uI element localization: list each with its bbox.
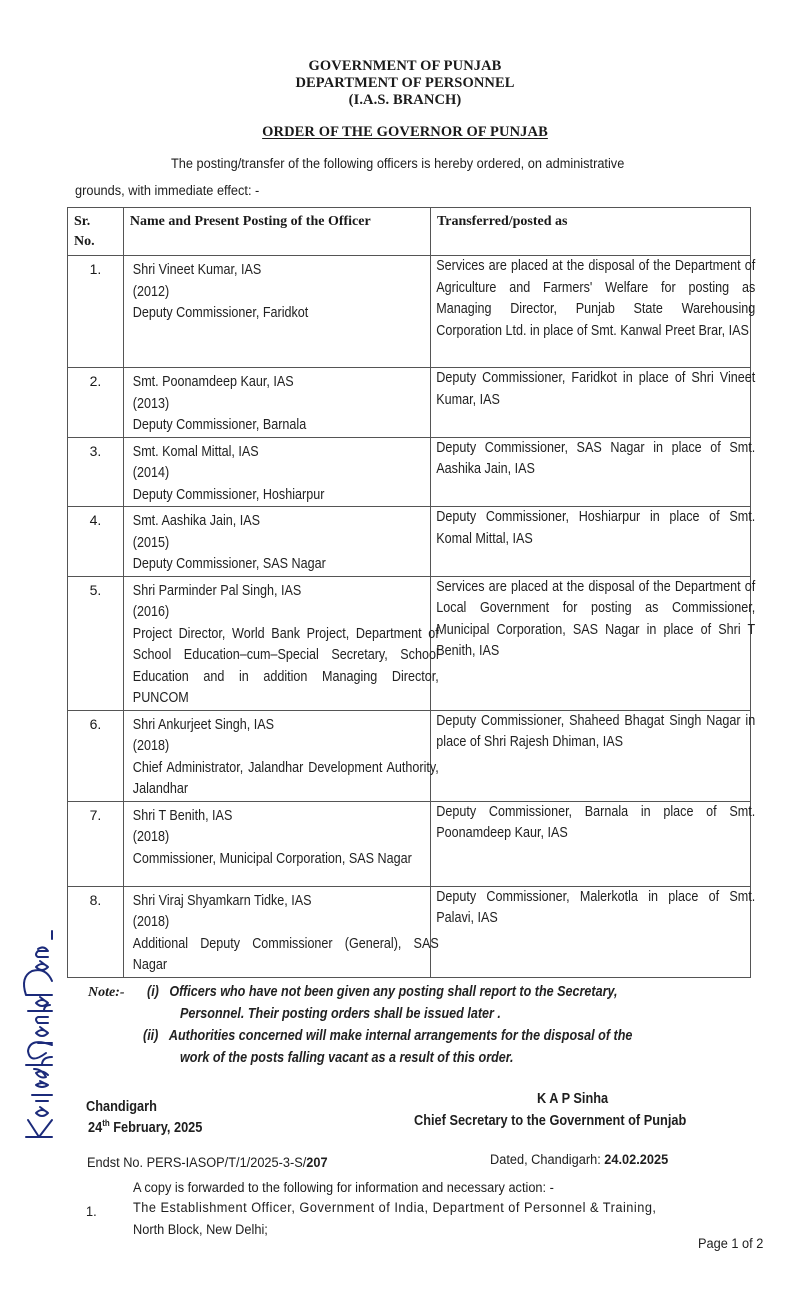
transfer-orders-table	[67, 207, 756, 978]
table-row	[68, 886, 751, 977]
cell-sr	[68, 437, 124, 507]
officer-batch: (2018)	[132, 829, 170, 845]
table-row	[68, 256, 751, 368]
cell-sr	[68, 576, 124, 710]
endorsement-prefix: Endst No. PERS-IASOP/T/1/2025-3-S/	[87, 1155, 307, 1171]
officer-batch: (2016)	[132, 604, 170, 620]
cell-transfer	[430, 507, 756, 577]
transferred-as: Services are placed at the disposal of the Department of Agriculture and Farmers' Welfare for posting as Managing Director, Punjab State Warehousing Corporation Ltd. in place of Smt. Kanwal Preet Brar, IAS	[436, 258, 756, 339]
table-row	[68, 437, 751, 507]
signatory-designation: Chief Secretary to the Government of Punjab	[414, 1113, 687, 1129]
copy-list-item-line-2: North Block, New Delhi;	[133, 1222, 268, 1238]
issue-date-day: 24	[88, 1120, 103, 1136]
cell-officer	[123, 256, 430, 368]
officer-batch: (2018)	[132, 738, 170, 754]
cell-sr	[68, 801, 124, 886]
note-i-line-1	[147, 984, 618, 1000]
header-branch: (I.A.S. BRANCH)	[348, 92, 462, 108]
table-row	[68, 507, 751, 577]
transferred-as: Services are placed at the disposal of the Department of Local Government for posting as Commissioner, Municipal Corporation, SAS Nagar in place of Shri T Benith, IAS	[436, 578, 756, 659]
note-label: Note:-	[88, 985, 125, 1000]
transferred-as: Deputy Commissioner, SAS Nagar in place of Smt. Aashika Jain, IAS	[436, 439, 756, 477]
officer-name: Shri T Benith, IAS	[132, 807, 233, 824]
note-i-text: Officers who have not been given any posting shall report to the Secretary,	[169, 984, 618, 1000]
table-row	[68, 576, 751, 710]
officer-present-posting: Deputy Commissioner, Barnala	[132, 417, 307, 433]
endorsement-number	[87, 1155, 328, 1171]
header-government: GOVERNMENT OF PUNJAB	[308, 58, 502, 74]
endorsement-number-value: 207	[306, 1155, 328, 1171]
handwritten-signature-icon	[8, 915, 64, 1145]
transferred-as: Deputy Commissioner, Barnala in place of Smt. Poonamdeep Kaur, IAS	[436, 803, 756, 841]
officer-batch: (2015)	[132, 534, 170, 551]
cell-officer	[123, 886, 439, 977]
row-number: 1.	[89, 261, 102, 277]
row-number: 6.	[89, 715, 102, 732]
row-number: 3.	[89, 442, 102, 459]
officer-name: Smt. Aashika Jain, IAS	[132, 513, 260, 529]
intro-line-1: The posting/transfer of the following officers is hereby ordered, on administrative	[171, 156, 625, 172]
note-i-line-2: Personnel. Their posting orders shall be issued later .	[180, 1006, 501, 1022]
officer-batch: (2018)	[132, 914, 170, 930]
officer-name: Smt. Poonamdeep Kaur, IAS	[132, 374, 294, 390]
copy-forward-intro: A copy is forwarded to the following for information and necessary action: -	[133, 1180, 554, 1196]
transferred-as: Deputy Commissioner, Faridkot in place of Shri Vineet Kumar, IAS	[436, 370, 756, 408]
officer-name: Smt. Komal Mittal, IAS	[132, 443, 259, 460]
officer-name: Shri Viraj Shyamkarn Tidke, IAS	[132, 892, 312, 909]
cell-sr	[68, 886, 124, 977]
table-header-row	[68, 208, 751, 256]
officer-batch: (2014)	[132, 465, 170, 481]
officer-present-posting: Commissioner, Municipal Corporation, SAS Nagar	[132, 850, 412, 867]
row-number: 2.	[89, 373, 102, 389]
note-ii-line-1	[143, 1028, 632, 1044]
name-header-label: Name and Present Posting of the Officer	[129, 214, 371, 229]
transferred-as: Deputy Commissioner, Hoshiarpur in place of Smt. Komal Mittal, IAS	[436, 509, 756, 547]
officer-name: Shri Vineet Kumar, IAS	[132, 262, 262, 278]
transferred-as: Deputy Commissioner, Malerkotla in place of Smt. Palavi, IAS	[436, 888, 756, 926]
endorsement-date-value: 24.02.2025	[604, 1152, 669, 1168]
table-row	[68, 368, 751, 438]
table-row	[68, 710, 751, 801]
note-ii-text: Authorities concerned will make internal arrangements for the disposal of the	[168, 1028, 633, 1044]
transferred-as: Deputy Commissioner, Shaheed Bhagat Singh Nagar in place of Shri Rajesh Dhiman, IAS	[436, 712, 756, 750]
cell-transfer	[430, 576, 756, 710]
officer-present-posting: Additional Deputy Commissioner (General), SAS Nagar	[132, 935, 439, 973]
page-number: Page 1 of 2	[698, 1236, 764, 1252]
column-header-sr	[68, 208, 124, 256]
cell-sr	[68, 368, 124, 438]
cell-officer	[123, 437, 430, 507]
cell-transfer	[430, 437, 756, 507]
note-i-marker: (i)	[147, 984, 159, 1000]
officer-present-posting: Deputy Commissioner, Hoshiarpur	[132, 486, 325, 503]
issue-date-rest: February, 2025	[109, 1120, 203, 1136]
transfer-header-label: Transferred/posted as	[436, 214, 568, 229]
cell-officer	[123, 507, 430, 577]
cell-officer	[123, 710, 439, 801]
cell-transfer	[430, 256, 756, 368]
signatory-name: K A P Sinha	[537, 1091, 609, 1107]
officer-name: Shri Ankurjeet Singh, IAS	[132, 716, 274, 733]
row-number: 8.	[89, 891, 102, 908]
officer-name: Shri Parminder Pal Singh, IAS	[132, 582, 302, 599]
column-header-transfer	[430, 208, 750, 256]
issue-date	[88, 1120, 202, 1136]
officer-present-posting: Project Director, World Bank Project, Department of School Education–cum–Special Secretary, School Education and in addition Managing Director, PUNCOM	[132, 625, 439, 706]
cell-transfer	[430, 368, 756, 438]
cell-officer	[123, 368, 430, 438]
cell-sr	[68, 256, 124, 368]
order-title: ORDER OF THE GOVERNOR OF PUNJAB	[262, 124, 548, 140]
copy-list-number: 1.	[86, 1204, 97, 1220]
cell-officer	[123, 801, 430, 886]
note-ii-marker: (ii)	[143, 1028, 159, 1044]
cell-sr	[68, 710, 124, 801]
officer-batch: (2013)	[132, 395, 170, 412]
copy-list-item-line-1: The Establishment Officer, Government of India, Department of Personnel & Training,	[133, 1200, 657, 1216]
cell-transfer	[430, 886, 756, 977]
column-header-name	[123, 208, 430, 256]
row-number: 5.	[89, 581, 102, 598]
cell-transfer	[430, 801, 756, 886]
endorsement-date-prefix: Dated, Chandigarh:	[490, 1152, 605, 1168]
cell-officer	[123, 576, 439, 710]
officer-present-posting: Chief Administrator, Jalandhar Development Authority, Jalandhar	[132, 759, 439, 797]
issue-place: Chandigarh	[86, 1099, 157, 1115]
table-row	[68, 801, 751, 886]
officer-present-posting: Deputy Commissioner, SAS Nagar	[132, 556, 326, 572]
intro-line-2: grounds, with immediate effect: -	[75, 183, 260, 199]
endorsement-date	[490, 1152, 668, 1168]
cell-transfer	[430, 710, 756, 801]
cell-sr	[68, 507, 124, 577]
row-number: 4.	[89, 512, 102, 528]
sr-header-line-1: Sr.	[74, 214, 91, 229]
issue-date-suffix: th	[102, 1118, 110, 1129]
officer-present-posting: Deputy Commissioner, Faridkot	[132, 305, 309, 321]
row-number: 7.	[89, 806, 102, 823]
note-ii-line-2: work of the posts falling vacant as a result of this order.	[180, 1050, 514, 1066]
officer-batch: (2012)	[132, 283, 170, 300]
sr-header-line-2: No.	[74, 234, 95, 249]
header-department: DEPARTMENT OF PERSONNEL	[295, 75, 515, 91]
